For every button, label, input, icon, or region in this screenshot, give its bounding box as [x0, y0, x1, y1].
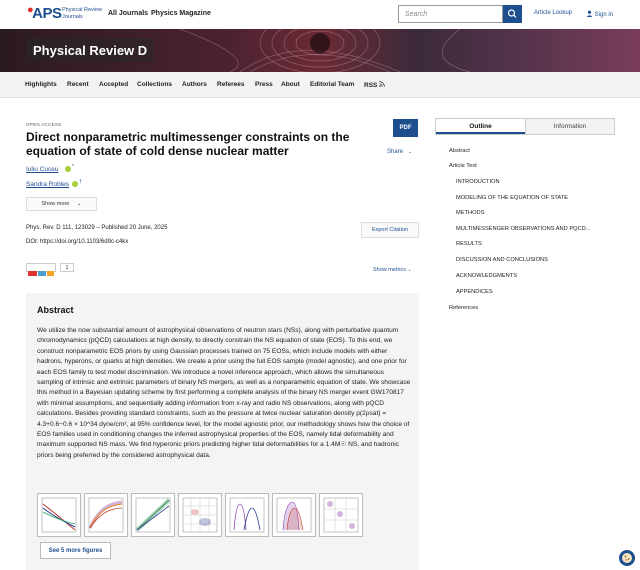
doi-line[interactable]: DOI: https://doi.org/10.1103/6d9c-c4kx	[26, 239, 129, 245]
altmetric-badge[interactable]	[26, 263, 56, 272]
figure-thumbnail[interactable]	[37, 493, 81, 537]
corresponding-author-marker: *	[72, 164, 74, 170]
figure-thumbnail[interactable]	[319, 493, 363, 537]
affiliation-marker: †	[79, 179, 82, 185]
altmetric-icon	[27, 270, 55, 277]
chevron-down-icon: ⌄	[407, 149, 412, 155]
figure-thumbnail[interactable]	[84, 493, 128, 537]
figure-thumbnail[interactable]	[131, 493, 175, 537]
figure-preview	[179, 494, 221, 536]
cookie-icon	[619, 550, 635, 566]
abstract-section	[26, 293, 419, 570]
show-metrics-label: Show metrics	[373, 267, 407, 273]
figure-thumbnail[interactable]	[225, 493, 269, 537]
outline-link-modeling[interactable]: MODELING OF THE EQUATION OF STATE	[456, 195, 569, 201]
nav-collections[interactable]: Collections	[137, 81, 173, 88]
user-icon	[586, 10, 593, 17]
figure-preview	[38, 494, 80, 536]
cookie-settings-button[interactable]	[619, 550, 635, 566]
share-label: Share	[387, 149, 404, 155]
nav-referees[interactable]: Referees	[217, 81, 245, 88]
tab-information[interactable]: Information	[525, 119, 614, 134]
search-input[interactable]: Search	[398, 5, 503, 23]
top-bar	[0, 0, 640, 29]
share-button[interactable]	[387, 149, 412, 155]
outline-link-introduction[interactable]: INTRODUCTION	[456, 179, 500, 185]
altmetric-count: 1	[60, 263, 74, 272]
tab-outline[interactable]: Outline	[436, 119, 525, 134]
abstract-heading: Abstract	[37, 305, 74, 315]
logo-subtitle: Physical Review Journals	[62, 7, 103, 20]
open-access-label: OPEN ACCESS	[26, 122, 62, 127]
pdf-button[interactable]: PDF	[393, 119, 418, 137]
nav-editorial-team[interactable]: Editorial Team	[310, 81, 355, 88]
journal-title[interactable]: Physical Review D	[26, 38, 154, 62]
nav-press[interactable]: Press	[255, 81, 273, 88]
sidebar-tabs	[435, 118, 615, 135]
outline-link-methods[interactable]: METHODS	[456, 210, 485, 216]
article-title: Direct nonparametric multimessenger constraints on the equation of state of cold dense nuclear matter	[26, 130, 350, 158]
journal-nav	[0, 72, 640, 98]
figure-thumbnail[interactable]	[178, 493, 222, 537]
figure-thumbnail[interactable]	[272, 493, 316, 537]
author-link[interactable]: Iuliu Cuceu	[26, 166, 59, 173]
all-journals-link[interactable]: All Journals	[108, 10, 149, 17]
nav-accepted[interactable]: Accepted	[99, 81, 129, 88]
show-metrics-button[interactable]	[373, 267, 412, 273]
export-citation-button[interactable]: Export Citation	[361, 222, 419, 238]
figure-preview	[85, 494, 127, 536]
figure-preview	[226, 494, 268, 536]
author-link[interactable]: Sandra Robles	[26, 181, 69, 188]
nav-rss[interactable]	[364, 81, 385, 89]
chevron-down-icon: ⌄	[407, 267, 412, 273]
citation-line: Phys. Rev. D 111, 123029 – Published 20 June, 2025	[26, 225, 168, 231]
outline-link-multimessenger[interactable]: MULTIMESSENGER OBSERVATIONS AND PQCD...	[456, 226, 591, 232]
logo-mark: ●APS	[27, 4, 62, 22]
nav-highlights[interactable]: Highlights	[25, 81, 57, 88]
see-more-figures-button[interactable]: See 5 more figures	[40, 542, 111, 559]
search-icon	[503, 5, 522, 23]
physics-magazine-link[interactable]: Physics Magazine	[151, 10, 211, 17]
outline-link-acknowledgments[interactable]: ACKNOWLEDGMENTS	[456, 273, 517, 279]
rss-icon	[379, 81, 385, 87]
show-more-authors-button[interactable]	[26, 197, 97, 211]
outline-link-abstract[interactable]: Abstract	[449, 148, 470, 154]
outline-link-references[interactable]: References	[449, 305, 479, 311]
nav-recent[interactable]: Recent	[67, 81, 89, 88]
outline-link-appendices[interactable]: APPENDICES	[456, 289, 493, 295]
orcid-icon[interactable]	[72, 181, 78, 187]
chevron-down-icon: ⌄	[76, 201, 82, 207]
sign-in-link[interactable]	[586, 10, 613, 18]
aps-logo[interactable]	[27, 5, 105, 23]
nav-authors[interactable]: Authors	[182, 81, 207, 88]
outline-link-discussion[interactable]: DISCUSSION AND CONCLUSIONS	[456, 257, 548, 263]
figure-preview	[320, 494, 362, 536]
nav-about[interactable]: About	[281, 81, 300, 88]
figure-preview	[273, 494, 315, 536]
abstract-text: We utilize the now substantial amount of astrophysical observations of neutron stars (NSs), along with perturbative quantum chromodynamics (pQCD) calculations at high density, to directly constrain the NS equation of state (EOS). To this end, we construct nonparametric EOS priors by using Gaussian processes trained on 75 EOSs, which include models with either hadrons, hyperons, or quarks at high densities. We create a prior using the full EOS sample (model agnostic), and one prior for each EOS family to test model discrimination. We introduce a novel inference approach, which allows the simultaneous sampling of intrinsic and extrinsic parameters of binary NS mergers, as well as a nonparametric equation of state. We showcase this method in a Bayesian updating scheme by first performing a complete analysis of the binary NS merger event GW170817 with minimal assumptions, and sequentially adding information from x-ray and radio NS observations, along with pQCD calculations. Besides providing standard constraints, such as the pressure at twice nuclear saturation density p(2ρsat) = 4.3+0.6−0.6 × 10^34 dyne/cm², at 95% confidence level, for the model agnostic prior, our methodology shows how the choice of EOS families used in conditioning changes the inferred astrophysical properties of the EOS, namely tidal deformability and maximum supported NS mass. We find hyperonic priors predicting higher tidal deformabilities for a 1.4M☉ NS, and hadronic priors being preferred by the considered astrophysical data.	[37, 327, 411, 459]
show-more-label: Show more	[41, 201, 70, 207]
outline-link-results[interactable]: RESULTS	[456, 241, 482, 247]
search-button[interactable]	[503, 5, 522, 23]
sign-in-label: Sign in	[594, 12, 614, 18]
article-lookup-link[interactable]: Article Lookup	[534, 10, 573, 16]
figure-preview	[132, 494, 174, 536]
outline-link-article-text[interactable]: Article Text	[449, 163, 477, 169]
orcid-icon[interactable]	[65, 166, 71, 172]
nav-rss-label: RSS	[364, 82, 378, 89]
